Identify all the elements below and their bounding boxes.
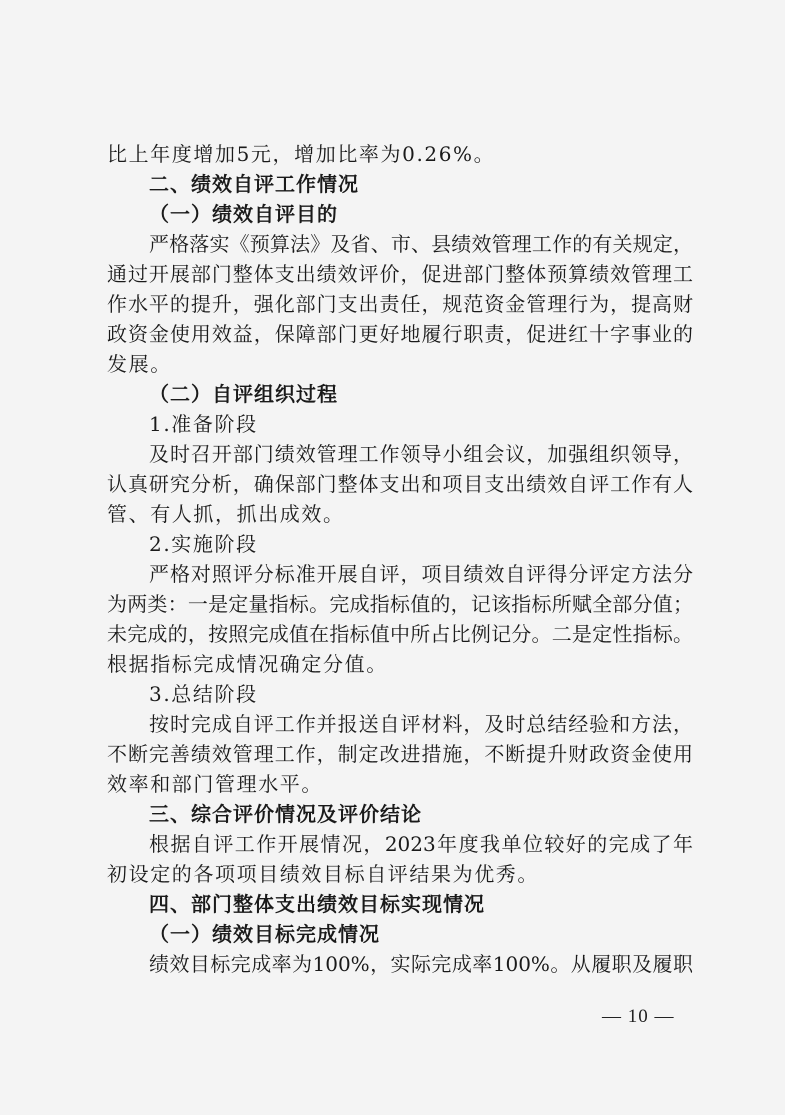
body-line: 根据指标完成情况确定分值。	[107, 652, 388, 676]
document-body	[107, 139, 693, 979]
body-line: 作水平的提升，强化部门支出责任，规范资金管理行为，提高财	[107, 292, 693, 316]
body-line: 为两类：一是定量指标。完成指标值的，记该指标所赋全部分值；	[107, 592, 693, 616]
body-line: 初设定的各项项目绩效目标自评结果为优秀。	[107, 862, 539, 886]
subsection-heading: （一）绩效自评目的	[149, 202, 338, 226]
subsection-heading: （二）自评组织过程	[149, 382, 338, 406]
body-line: 比上年度增加5元，增加比率为0.26%。	[107, 142, 496, 166]
body-line: 绩效目标完成率为100%，实际完成率100%。从履职及履职	[149, 952, 693, 976]
step-heading: 2.实施阶段	[149, 532, 258, 556]
page-number: — 10 —	[602, 1006, 675, 1027]
body-line: 效率和部门管理水平。	[107, 772, 323, 796]
body-line: 政资金使用效益，保障部门更好地履行职责，促进红十字事业的	[107, 322, 693, 346]
body-line: 发展。	[107, 352, 172, 376]
step-heading: 1.准备阶段	[149, 412, 258, 436]
section-heading: 二、绩效自评工作情况	[149, 172, 359, 196]
section-heading: 四、部门整体支出绩效目标实现情况	[149, 892, 485, 916]
body-line: 严格对照评分标准开展自评，项目绩效自评得分评定方法分	[149, 562, 693, 586]
body-line: 根据自评工作开展情况，2023年度我单位较好的完成了年	[149, 832, 693, 856]
body-line: 严格落实《预算法》及省、市、县绩效管理工作的有关规定，	[149, 232, 693, 256]
body-line: 及时召开部门绩效管理工作领导小组会议，加强组织领导，	[149, 442, 693, 466]
body-line: 认真研究分析，确保部门整体支出和项目支出绩效自评工作有人	[107, 472, 693, 496]
body-line: 未完成的，按照完成值在指标值中所占比例记分。二是定性指标。	[107, 622, 693, 646]
section-heading: 三、综合评价情况及评价结论	[149, 802, 422, 826]
body-line: 通过开展部门整体支出绩效评价，促进部门整体预算绩效管理工	[107, 262, 693, 286]
body-line: 管、有人抓，抓出成效。	[107, 502, 345, 526]
step-heading: 3.总结阶段	[149, 682, 258, 706]
body-line: 按时完成自评工作并报送自评材料，及时总结经验和方法，	[149, 712, 693, 736]
subsection-heading: （一）绩效目标完成情况	[149, 922, 380, 946]
body-line: 不断完善绩效管理工作，制定改进措施，不断提升财政资金使用	[107, 742, 693, 766]
